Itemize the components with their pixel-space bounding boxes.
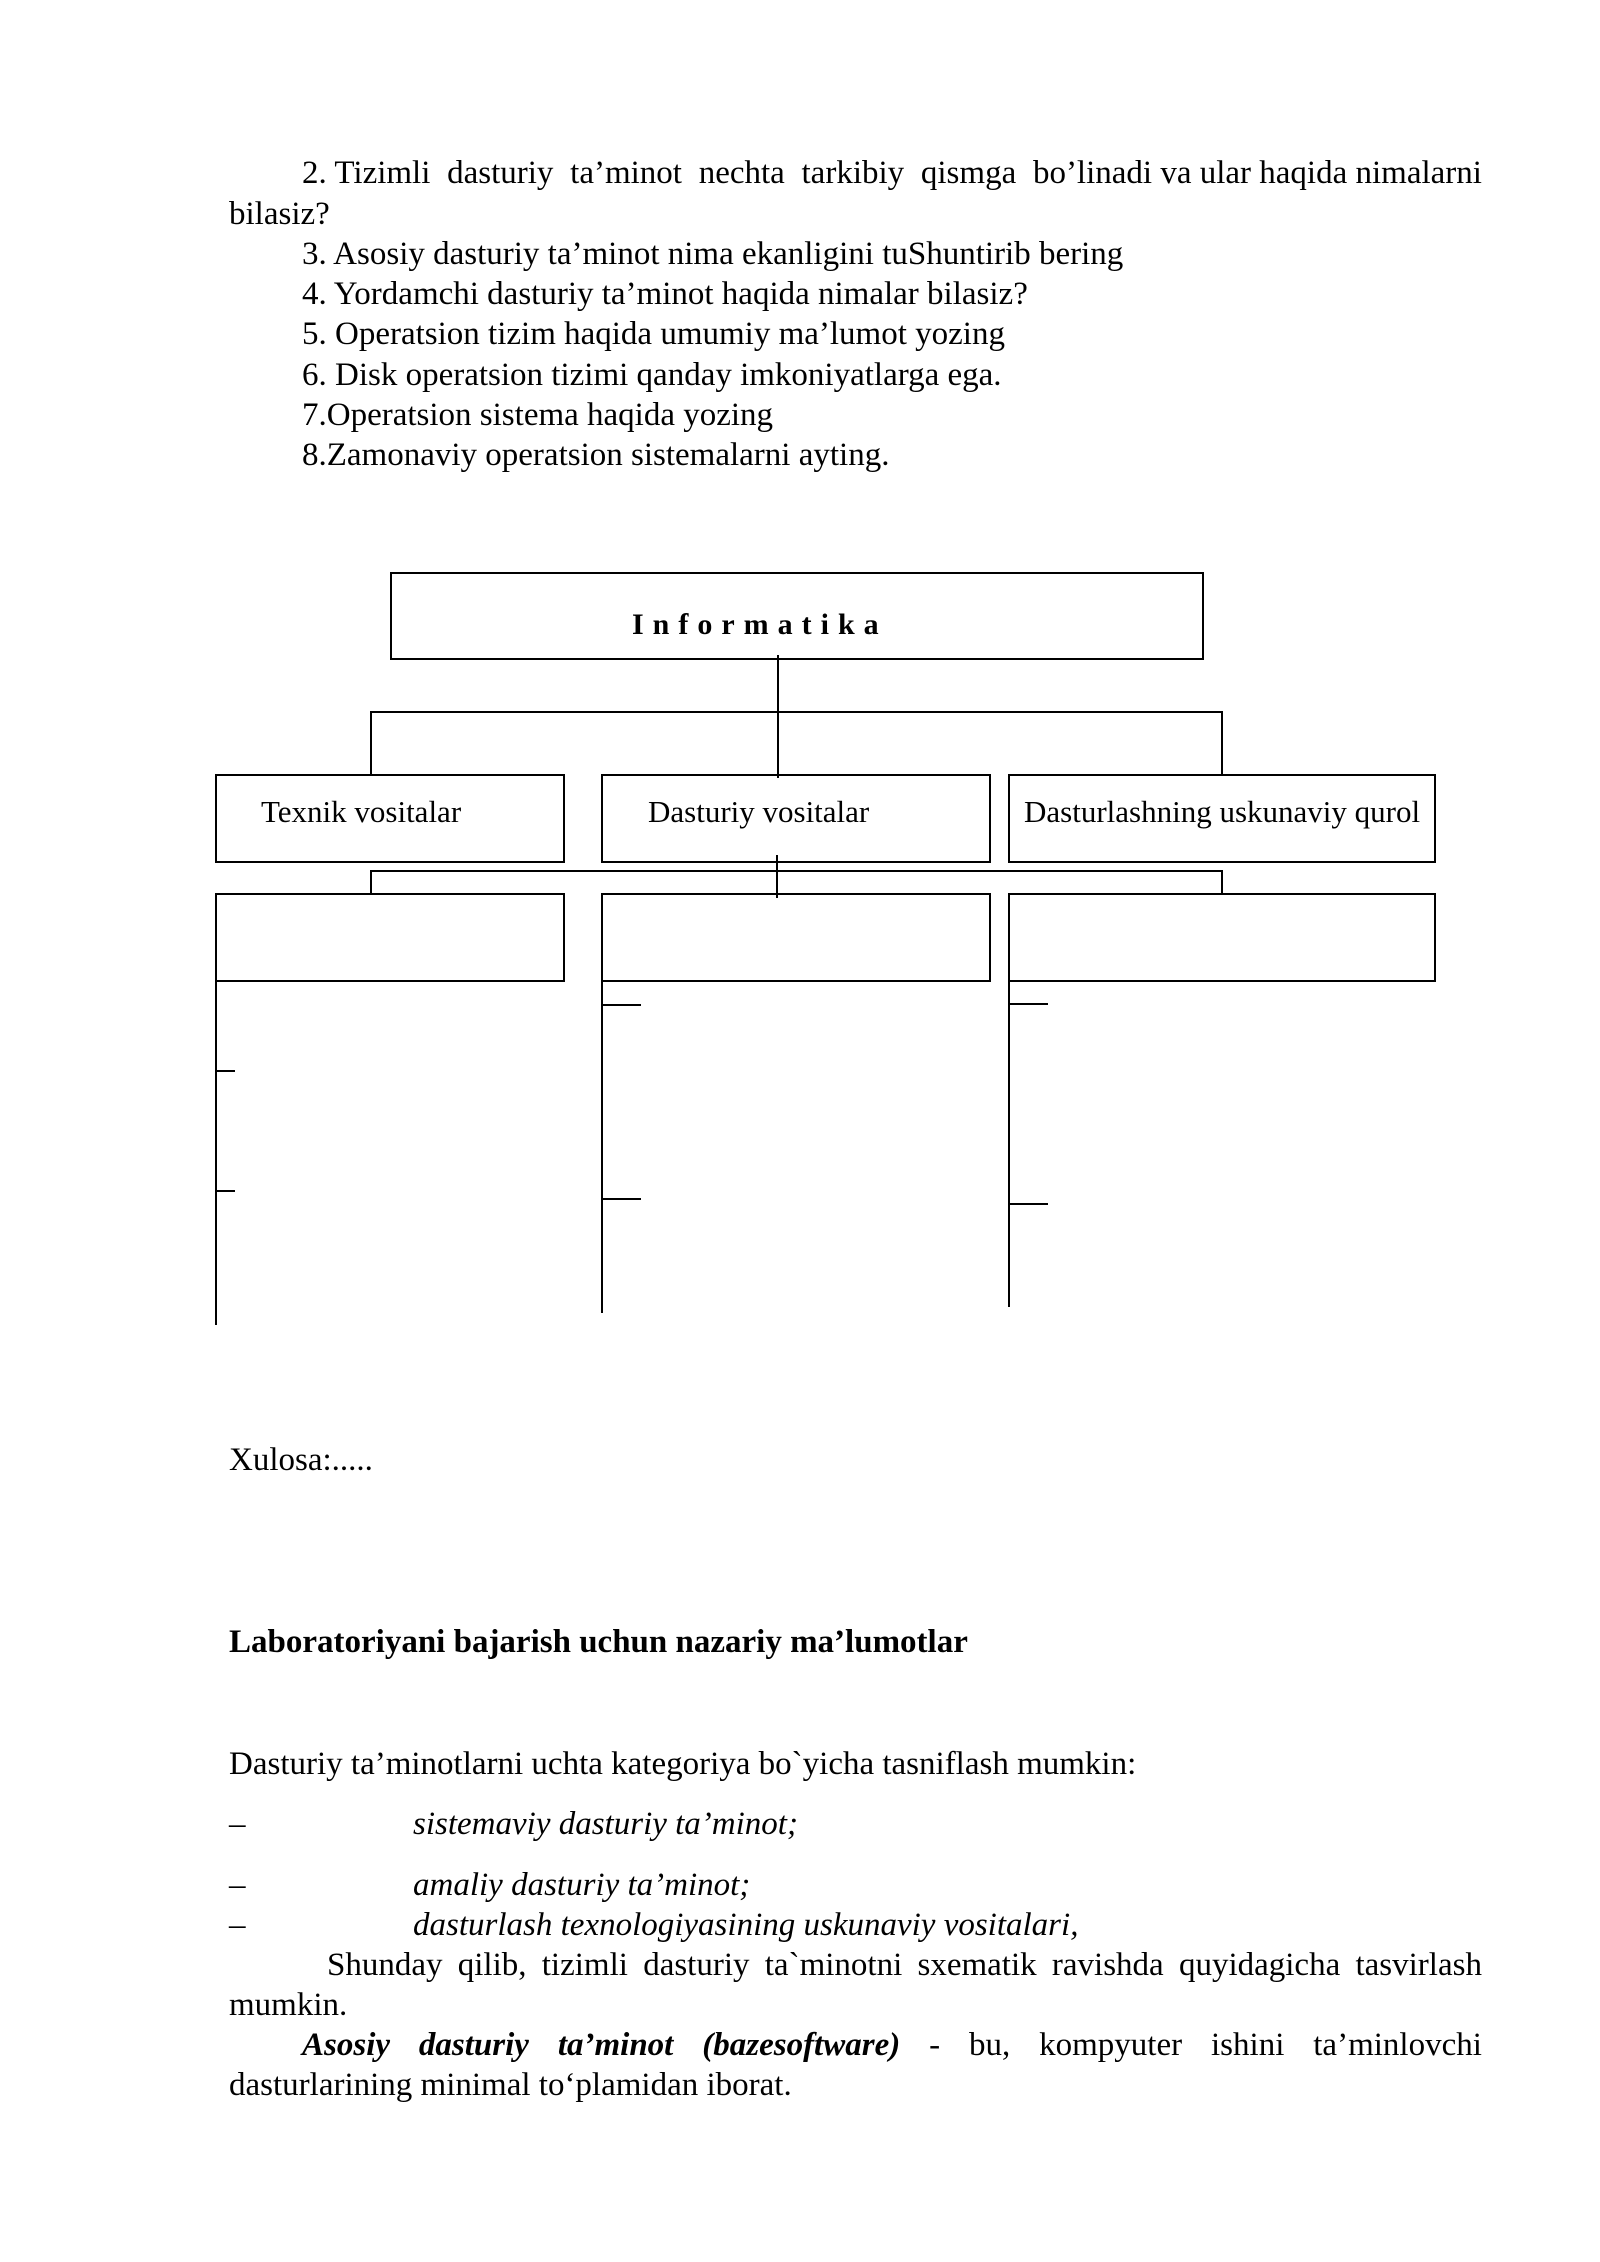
- q2-word: qismga: [920, 155, 1017, 191]
- empty-box-center: [601, 893, 991, 982]
- branch-right-connector: [1221, 711, 1223, 776]
- para2-term-word: Asosiy: [302, 2027, 391, 2063]
- para1-word: Shunday: [327, 1947, 443, 1983]
- para2-word: ishini: [1211, 2027, 1285, 2063]
- center-tick: [601, 1198, 641, 1200]
- paragraph-1-line2: mumkin.: [229, 1987, 348, 2023]
- section-intro: Dasturiy ta’minotlarni uchta kategoriya bo`yicha tasniflash mumkin:: [229, 1746, 1137, 1782]
- para2-word: bu,: [969, 2027, 1011, 2063]
- q2-word: nechta: [698, 155, 785, 191]
- paragraph-2-line2: dasturlarining minimal to‘plamidan iborat.: [229, 2067, 792, 2103]
- para2-word: ta’minlovchi: [1313, 2027, 1482, 2063]
- branch-label-dasturiy: Dasturiy vositalar: [648, 794, 870, 829]
- question-6: 6. Disk operatsion tizimi qanday imkoniyatlarga ega.: [302, 357, 1002, 393]
- left-tick: [215, 1190, 235, 1192]
- q2-word: 2. Tizimli: [302, 155, 431, 191]
- root-connector-line: [777, 655, 779, 778]
- para1-word: tizimli: [541, 1947, 628, 1983]
- level2-horizontal-line: [370, 870, 1223, 872]
- q2-word: tarkibiy: [801, 155, 905, 191]
- root-box-label: Informatika: [632, 608, 888, 641]
- center-hanging-line: [601, 980, 603, 1313]
- para1-word: sxematik: [917, 1947, 1037, 1983]
- paragraph-2-line1: [302, 2025, 1482, 2065]
- question-3: 3. Asosiy dasturiy ta’minot nima ekanligini tuShuntirib bering: [302, 236, 1124, 272]
- bullet-dash: –: [229, 1907, 246, 1943]
- para2-term-word: ta’minot: [557, 2027, 674, 2063]
- branch-label-texnik: Texnik vositalar: [261, 794, 462, 829]
- question-7: 7.Operatsion sistema haqida yozing: [302, 397, 774, 433]
- para2-term-word: dasturiy: [418, 2027, 529, 2063]
- bullet-item: sistemaviy dasturiy ta’minot;: [413, 1806, 798, 1842]
- q2-word: ta’minot: [570, 155, 682, 191]
- para1-word: ta`minotni: [764, 1947, 903, 1983]
- center-tick: [601, 1004, 641, 1006]
- bullet-item: dasturlash texnologiyasining uskunaviy vositalari,: [413, 1907, 1079, 1943]
- q2-word: bo’linadi va ular haqida nimalarni: [1032, 155, 1482, 191]
- left-hanging-line: [215, 980, 217, 1325]
- level2-left-connector: [370, 870, 372, 893]
- para1-word: ravishda: [1051, 1947, 1164, 1983]
- branch-label-uskunaviy: Dasturlashning uskunaviy qurol: [1024, 794, 1421, 829]
- question-5: 5. Operatsion tizim haqida umumiy ma’lumot yozing: [302, 316, 1005, 352]
- left-tick: [215, 1070, 235, 1072]
- para2-word: -: [929, 2027, 941, 2063]
- paragraph-1-line1: [327, 1945, 1482, 1985]
- empty-box-right: [1008, 893, 1436, 982]
- para1-word: qilib,: [457, 1947, 527, 1983]
- para2-term-word: (bazesoftware): [702, 2027, 901, 2063]
- conclusion-text: Xulosa:.....: [229, 1442, 373, 1478]
- para1-word: tasvirlash: [1355, 1947, 1482, 1983]
- bullet-item: amaliy dasturiy ta’minot;: [413, 1867, 751, 1903]
- level1-horizontal-line: [370, 711, 1223, 713]
- q2-word: dasturiy: [447, 155, 554, 191]
- bullet-dash: –: [229, 1806, 246, 1842]
- empty-box-left: [215, 893, 565, 982]
- para1-word: quyidagicha: [1178, 1947, 1341, 1983]
- question-8: 8.Zamonaviy operatsion sistemalarni ayting.: [302, 437, 890, 473]
- right-tick: [1008, 1003, 1048, 1005]
- bullet-dash: –: [229, 1867, 246, 1903]
- level2-center-connector: [776, 855, 778, 898]
- right-tick: [1008, 1203, 1048, 1205]
- para1-word: dasturiy: [643, 1947, 750, 1983]
- branch-left-connector: [370, 711, 372, 776]
- question-4: 4. Yordamchi dasturiy ta’minot haqida nimalar bilasiz?: [302, 276, 1028, 312]
- section-heading: Laboratoriyani bajarish uchun nazariy ma’lumotlar: [229, 1624, 968, 1660]
- right-hanging-line: [1008, 980, 1010, 1307]
- para2-word: kompyuter: [1039, 2027, 1183, 2063]
- level2-right-connector: [1221, 870, 1223, 893]
- question-2-line2: bilasiz?: [229, 196, 330, 232]
